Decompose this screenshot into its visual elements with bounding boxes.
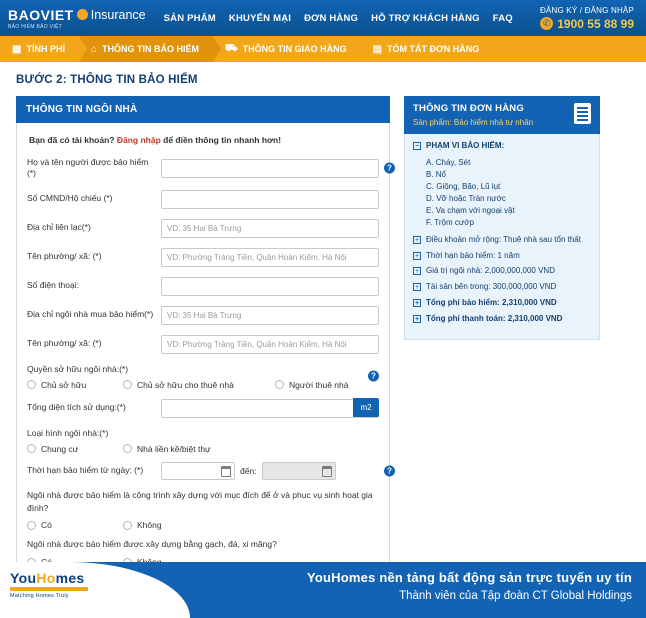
nav-item-support[interactable]: HỖ TRỢ KHÁCH HÀNG [371,12,480,24]
step-label: THÔNG TIN GIAO HÀNG [242,44,347,54]
form-panel-header: THÔNG TIN NGÔI NHÀ [16,96,390,123]
field-label: Thời hạn bảo hiểm từ ngày: (*) [27,465,144,476]
step-thong-tin-bao-hiem[interactable] [79,36,213,62]
header-right [540,6,638,31]
radio-label: Chung cư [41,443,79,454]
expand-icon[interactable]: − [414,143,420,150]
logo-text-you: You [10,570,37,586]
order-scope-title [413,141,591,152]
phone-icon: ✆ [540,17,553,30]
page-title: BƯỚC 2: THÔNG TIN BẢO HIỂM [16,74,198,86]
house-address-input[interactable] [161,306,379,325]
period-from-input[interactable] [161,462,235,480]
contact-ward-input[interactable] [161,248,379,267]
field-row-house-address [27,305,379,325]
period-to-input[interactable] [262,462,336,480]
field-row-contact-address [27,218,379,238]
scope-item: F. Trộm cướp [426,217,474,227]
field-label: Địa chỉ liên lạc(*) [27,222,91,233]
area-unit: m2 [353,398,379,417]
order-line-text: Điều khoản mở rộng: Thuê nhà sau tổn thất [426,234,581,244]
step-label: THÔNG TIN BẢO HIỂM [102,44,200,54]
brand-name: BAOVIET [8,6,74,23]
clipboard-icon: ▤ [372,43,383,55]
step-arrow [361,36,369,62]
order-product: Sản phẩm: Bảo hiểm nhà tư nhân [413,118,534,127]
field-label: Số CMND/Hộ chiếu (*) [27,193,113,204]
site-header [0,0,646,36]
step-thong-tin-giao-hang[interactable] [213,36,361,62]
step-tinh-phi[interactable] [0,36,79,62]
scope-item: E. Va chạm với ngoại vật [426,205,515,215]
nav-item-products[interactable]: SẢN PHẨM [163,12,216,24]
order-line-term [413,251,591,262]
field-row-insured-name [27,157,392,180]
order-panel-title: THÔNG TIN ĐƠN HÀNG [413,103,524,114]
radio-icon [123,521,132,530]
radio-icon [275,380,284,389]
scope-item: A. Cháy, Sét [426,157,471,167]
radio-label: Người thuê nhà [289,379,349,390]
question-1-text: Ngôi nhà được bảo hiểm là công trình xây dựng với mục đích để ở và phục vụ sinh hoạt gia đình? [27,489,373,513]
logo-tagline: Matching Homes Truly [10,593,69,599]
field-row-area [27,398,379,418]
scope-item: C. Giông, Bão, Lũ lụt [426,181,501,191]
field-row-phone [27,276,379,296]
house-ward-input[interactable] [161,335,379,354]
brand-suffix: Insurance [90,7,146,22]
field-label: Họ và tên người được bảo hiểm (*) [27,157,149,179]
ownership-label: Quyền sở hữu ngôi nhà:(*) [27,363,129,374]
order-line-text: Giá trị ngôi nhà: 2,000,000,000 VND [426,266,555,276]
field-label: Tên phường/ xã: (*) [27,251,102,262]
login-note [29,135,379,145]
period-to-label: đến: [240,465,257,476]
expand-icon[interactable]: + [414,252,420,260]
hotline-number: 1900 55 88 99 [557,16,634,31]
truck-icon: ⛟ [225,42,238,54]
field-label: Số điện thoại: [27,280,79,291]
main-nav [164,13,513,24]
id-number-input[interactable] [161,190,379,209]
order-scope-list [426,157,591,229]
expand-icon[interactable]: + [414,315,420,323]
order-panel-body [404,134,600,340]
step-arrow [213,36,221,62]
radio-label: Nhà liền kề/biệt thự [137,443,211,454]
logo-text-mes: mes [55,570,85,586]
area-input[interactable] [161,399,379,418]
order-panel-header [404,96,600,134]
brand-dot-icon [77,9,88,20]
insurance-form-panel [16,96,390,584]
calendar-icon[interactable] [322,466,332,477]
question-1-option-no[interactable] [123,520,162,530]
order-line-text: Tổng phí bảo hiểm: 2,310,000 VND [426,297,557,307]
calculator-icon: ▦ [12,43,22,55]
youhomes-logo[interactable] [10,570,88,599]
insured-name-input[interactable] [161,159,379,178]
footer-line-1: YouHomes nền tảng bất động sản trực tuyến uy tín [306,570,632,585]
ownership-radio-group [27,380,379,390]
brand-logo[interactable] [8,7,146,30]
hotline [540,17,634,31]
field-label: Địa chỉ ngôi nhà mua bảo hiểm(*) [27,309,154,320]
expand-icon[interactable]: + [414,268,420,276]
field-row-id-number [27,189,379,209]
order-scope-label: PHẠM VI BẢO HIỂM: [426,141,505,150]
help-icon[interactable]: ? [384,163,395,174]
login-note-prefix: Bạn đã có tài khoản? [29,135,117,145]
login-link[interactable]: Đăng nhập [116,135,161,145]
field-label: Tổng diện tích sử dụng:(*) [27,402,126,413]
step-progress-bar [0,36,646,62]
field-row-period [27,462,392,480]
order-line-text: Tài sản bên trong: 300,000,000 VND [426,282,557,292]
nav-item-orders[interactable]: ĐƠN HÀNG [304,12,359,24]
footer-text [307,570,632,602]
order-line-contents-value [413,282,591,293]
expand-icon[interactable]: + [414,284,420,292]
ownership-option-owner[interactable] [27,380,123,390]
logo-underline [10,587,88,591]
step-tom-tat-don-hang[interactable] [361,36,494,62]
login-note-suffix: để điền thông tin nhanh hơn! [160,135,282,145]
radio-icon [27,444,36,453]
house-type-option-apartment[interactable] [27,444,123,454]
radio-label: Có [41,520,52,531]
order-line-total-premium [413,298,591,309]
help-icon[interactable]: ? [368,370,379,381]
contact-address-input[interactable] [161,219,379,238]
site-footer [0,562,646,618]
home-icon: ⌂ [90,43,98,55]
order-line-total-payment [413,314,591,325]
step-label: TÍNH PHÍ [26,44,65,54]
radio-icon [123,380,132,389]
order-summary-panel [404,96,600,584]
ownership-option-landlord[interactable] [123,380,275,390]
house-type-radio-group [27,444,379,454]
step-label: TÓM TẮT ĐƠN HÀNG [387,44,480,54]
nav-item-promotions[interactable]: KHUYẾN MẠI [228,12,292,24]
field-row-house-ward [27,334,379,354]
house-type-option-townhouse[interactable] [123,444,211,454]
radio-icon [123,444,132,453]
radio-label: Chủ sở hữu cho thuê nhà [137,379,234,390]
document-icon [574,103,591,124]
radio-label: Chủ sở hữu [41,379,87,390]
ownership-option-tenant[interactable] [275,380,348,390]
question-1-option-yes[interactable] [27,520,123,530]
scope-item: B. Nổ [426,169,447,179]
question-1-radio-group [27,520,379,530]
form-panel-body [16,123,390,584]
main-content [0,96,646,584]
logo-text-ho: Ho [36,570,56,586]
order-line-text: Tổng phí thanh toán: 2,310,000 VND [426,313,563,323]
order-line-extension [413,235,591,246]
radio-icon [27,521,36,530]
phone-input[interactable] [161,277,379,296]
brand-subtitle: BẢO HIỂM BẢO VIỆT [8,23,62,30]
help-icon[interactable]: ? [384,465,395,476]
radio-label: Không [137,520,162,531]
radio-icon [27,380,36,389]
scope-item: D. Vỡ hoặc Tràn nước [426,193,506,203]
field-row-contact-ward [27,247,379,267]
expand-icon[interactable]: + [414,299,420,307]
question-2-text: Ngôi nhà được bảo hiểm được xây dựng bằng gạch, đá, xi măng? [27,539,277,550]
order-line-text: Thời hạn bảo hiểm: 1 năm [426,250,520,260]
auth-links[interactable]: ĐĂNG KÝ / ĐĂNG NHẬP [539,5,634,15]
order-line-house-value [413,266,591,277]
nav-item-faq[interactable]: FAQ [492,12,513,24]
footer-line-2: Thành viên của Tập đoàn CT Global Holdings [399,590,632,602]
field-label: Tên phường/ xã: (*) [27,338,102,349]
calendar-icon[interactable] [221,466,231,477]
expand-icon[interactable]: + [414,236,420,244]
step-arrow [79,36,87,62]
house-type-label: Loại hình ngôi nhà:(*) [27,427,109,438]
